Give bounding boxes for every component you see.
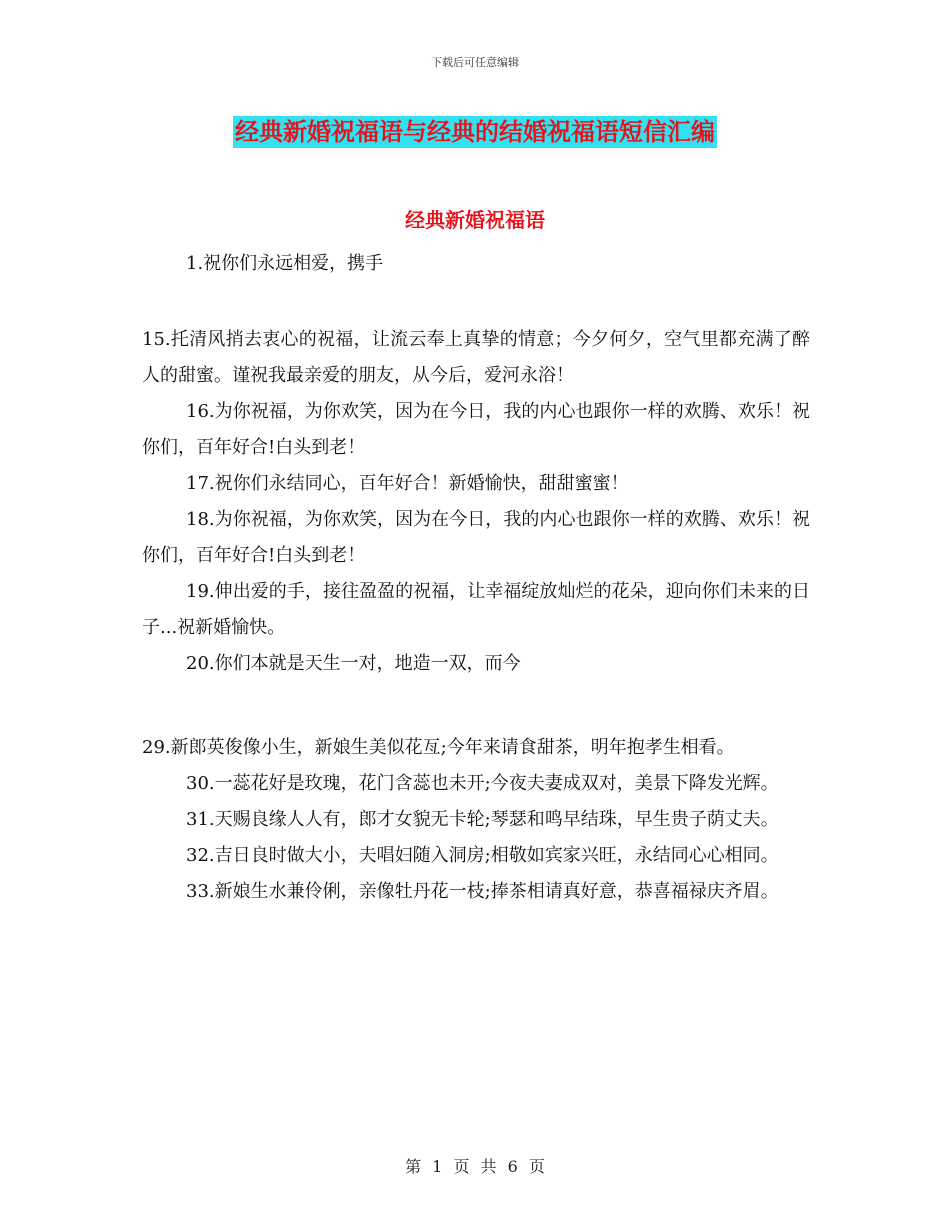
paragraph-17: 17.祝你们永结同心，百年好合！新婚愉快，甜甜蜜蜜！ xyxy=(186,473,629,494)
paragraph-20: 20.你们本就是天生一对，地造一双，而今 xyxy=(186,653,521,674)
document-title xyxy=(0,112,950,147)
paragraph-31: 31.天赐良缘人人有，郎才女貌无卡轮;琴瑟和鸣早结珠，早生贵子荫丈夫。 xyxy=(186,809,779,830)
paragraph-block-1 xyxy=(142,246,810,282)
paragraph-32: 32.吉日良时做大小，夫唱妇随入洞房;相敬如宾家兴旺，永结同心心相同。 xyxy=(186,845,779,866)
paragraph-block-3 xyxy=(142,730,810,910)
document-title-text: 经典新婚祝福语与经典的结婚祝福语短信汇编 xyxy=(235,118,715,146)
paragraph-1: 1.祝你们永远相爱，携手 xyxy=(186,253,384,274)
paragraph-18: 18.为你祝福，为你欢笑，因为在今日，我的内心也跟你一样的欢腾、欢乐！祝你们，百年好合!白头到老！ xyxy=(142,509,810,566)
paragraph-33: 33.新娘生水兼伶俐，亲像牡丹花一枝;捧茶相请真好意，恭喜福禄庆齐眉。 xyxy=(186,881,779,902)
header-note: 下载后可任意编辑 xyxy=(431,56,519,69)
page-footer: 第 1 页 共 6 页 xyxy=(405,1157,545,1176)
paragraph-29: 29.新郎英俊像小生，新娘生美似花亙;今年来请食甜茶，明年抱孝生相看。 xyxy=(142,737,735,758)
paragraph-19: 19.伸出爱的手，接往盈盈的祝福，让幸福绽放灿烂的花朵，迎向你们未来的日子...祝新婚愉快。 xyxy=(142,581,810,638)
section-title: 经典新婚祝福语 xyxy=(405,208,545,232)
paragraph-15: 15.托清风捎去衷心的祝福，让流云奉上真挚的情意；今夕何夕，空气里都充满了醉人的甜蜜。谨祝我最亲爱的朋友，从今后，爱河永浴！ xyxy=(142,329,810,386)
paragraph-block-2 xyxy=(142,322,810,682)
paragraph-30: 30.一蕊花好是玫瑰，花门含蕊也未开;今夜夫妻成双对，美景下降发光辉。 xyxy=(186,773,779,794)
paragraph-16: 16.为你祝福，为你欢笑，因为在今日，我的内心也跟你一样的欢腾、欢乐！祝你们，百年好合!白头到老！ xyxy=(142,401,810,458)
